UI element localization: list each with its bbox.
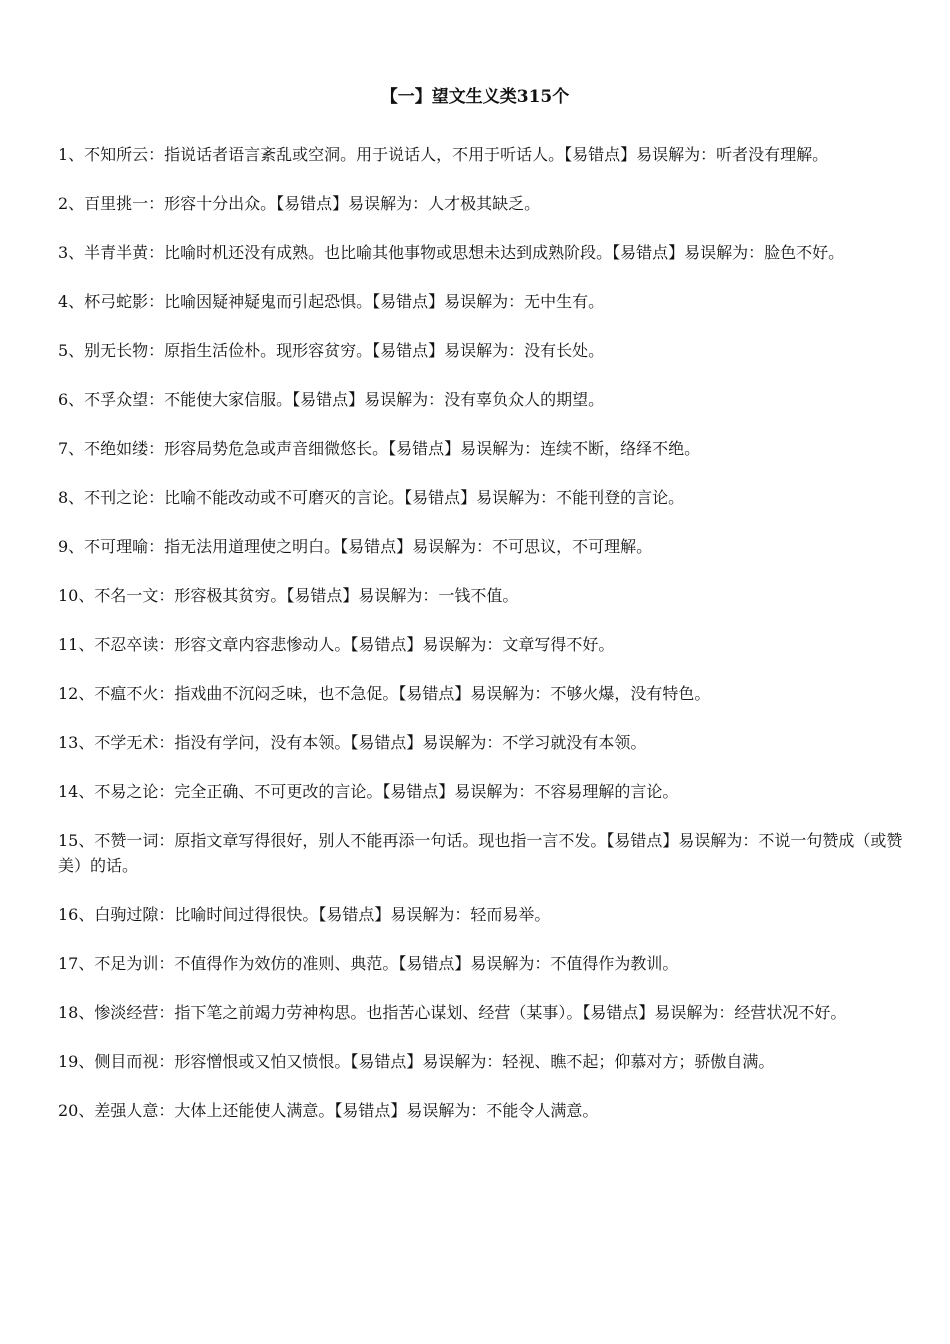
- idiom-entry-16: 16、白驹过隙：比喻时间过得很快。【易错点】易误解为：轻而易举。: [58, 905, 551, 924]
- idiom-entry-13: 13、不学无术：指没有学问，没有本领。【易错点】易误解为：不学习就没有本领。: [58, 733, 647, 752]
- idiom-entry-12: 12、不瘟不火：指戏曲不沉闷乏味，也不急促。【易错点】易误解为：不够火爆，没有特色。: [58, 684, 711, 703]
- idiom-entry-14: 14、不易之论：完全正确、不可更改的言论。【易错点】易误解为：不容易理解的言论。: [58, 782, 679, 801]
- idiom-entry-8: 8、不刊之论：比喻不能改动或不可磨灭的言论。【易错点】易误解为：不能刊登的言论。: [58, 488, 685, 507]
- idiom-list: [58, 142, 904, 1147]
- idiom-entry-7: 7、不绝如缕：形容局势危急或声音细微悠长。【易错点】易误解为：连续不断，络绎不绝。: [58, 439, 701, 458]
- idiom-entry-15: 15、不赞一词：原指文章写得很好，别人不能再添一句话。现也指一言不发。【易错点】易误解为：不说一句赞成（或赞美）的话。: [58, 831, 903, 875]
- idiom-entry-6: 6、不孚众望：不能使大家信服。【易错点】易误解为：没有辜负众人的期望。: [58, 390, 605, 409]
- idiom-entry-3: 3、半青半黄：比喻时机还没有成熟。也比喻其他事物或思想未达到成熟阶段。【易错点】易误解为：脸色不好。: [58, 243, 845, 262]
- idiom-entry-10: 10、不名一文：形容极其贫穷。【易错点】易误解为：一钱不值。: [58, 586, 519, 605]
- idiom-entry-5: 5、别无长物：原指生活俭朴。现形容贫穷。【易错点】易误解为：没有长处。: [58, 341, 605, 360]
- idiom-entry-17: 17、不足为训：不值得作为效仿的准则、典范。【易错点】易误解为：不值得作为教训。: [58, 954, 679, 973]
- idiom-entry-11: 11、不忍卒读：形容文章内容悲惨动人。【易错点】易误解为：文章写得不好。: [58, 635, 615, 654]
- idiom-entry-18: 18、惨淡经营：指下笔之前竭力劳神构思。也指苦心谋划、经营（某事）。【易错点】易误解为：经营状况不好。: [58, 1003, 847, 1022]
- idiom-entry-1: 1、不知所云：指说话者语言紊乱或空洞。用于说话人，不用于听话人。【易错点】易误解为：听者没有理解。: [58, 145, 829, 164]
- idiom-entry-4: 4、杯弓蛇影：比喻因疑神疑鬼而引起恐惧。【易错点】易误解为：无中生有。: [58, 292, 605, 311]
- idiom-entry-2: 2、百里挑一：形容十分出众。【易错点】易误解为：人才极其缺乏。: [58, 194, 541, 213]
- idiom-entry-9: 9、不可理喻：指无法用道理使之明白。【易错点】易误解为：不可思议，不可理解。: [58, 537, 653, 556]
- idiom-entry-19: 19、侧目而视：形容憎恨或又怕又愤恨。【易错点】易误解为：轻视、瞧不起；仰慕对方；骄傲自满。: [58, 1052, 775, 1071]
- idiom-entry-20: 20、差强人意：大体上还能使人满意。【易错点】易误解为：不能令人满意。: [58, 1101, 599, 1120]
- page-title: 【一】望文生义类315个: [380, 87, 570, 107]
